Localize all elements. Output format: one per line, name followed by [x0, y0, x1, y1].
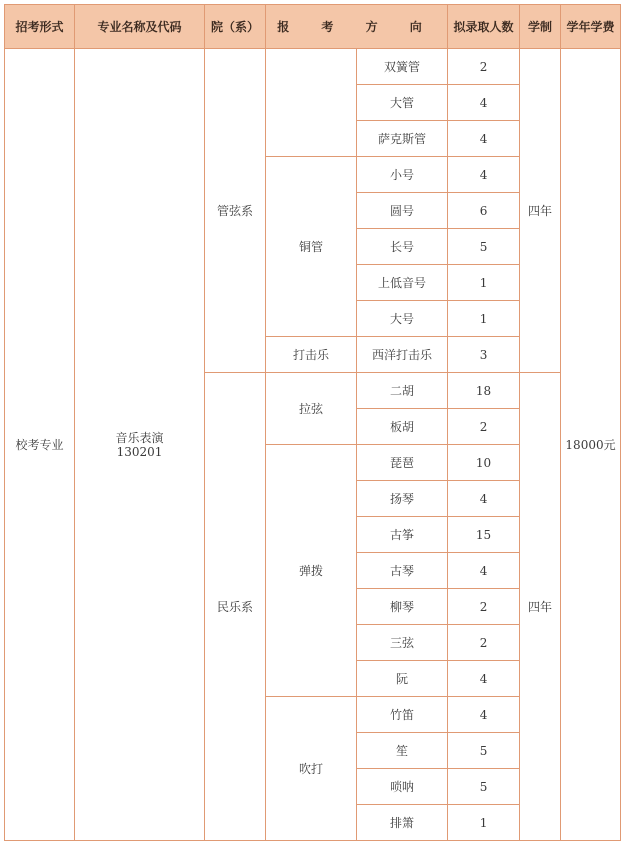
- direction-cell: 西洋打击乐: [357, 337, 448, 373]
- count-cell: 5: [448, 769, 520, 805]
- direction-cell: 古筝: [357, 517, 448, 553]
- count-cell: 15: [448, 517, 520, 553]
- direction-cell: 柳琴: [357, 589, 448, 625]
- direction-cell: 双簧管: [357, 49, 448, 85]
- direction-cell: 笙: [357, 733, 448, 769]
- count-cell: 4: [448, 697, 520, 733]
- department-cell: 管弦系: [205, 49, 266, 373]
- direction-cell: 排箫: [357, 805, 448, 841]
- direction-cell: 唢呐: [357, 769, 448, 805]
- direction-cell: 琵琶: [357, 445, 448, 481]
- count-cell: 18: [448, 373, 520, 409]
- direction-cell: 长号: [357, 229, 448, 265]
- direction-cell: 大管: [357, 85, 448, 121]
- count-cell: 1: [448, 301, 520, 337]
- major-cell: [75, 49, 205, 841]
- count-cell: 2: [448, 589, 520, 625]
- count-cell: 4: [448, 85, 520, 121]
- count-cell: 5: [448, 733, 520, 769]
- direction-cell: 三弦: [357, 625, 448, 661]
- group-cell: 拉弦: [266, 373, 357, 445]
- direction-cell: 上低音号: [357, 265, 448, 301]
- count-cell: 5: [448, 229, 520, 265]
- department-cell: 民乐系: [205, 373, 266, 841]
- count-cell: 3: [448, 337, 520, 373]
- direction-cell: 小号: [357, 157, 448, 193]
- header-tuition: 学年学费: [561, 5, 621, 49]
- duration-cell: 四年: [520, 49, 561, 373]
- direction-cell: 扬琴: [357, 481, 448, 517]
- count-cell: 4: [448, 481, 520, 517]
- tuition-cell: 18000元: [561, 49, 621, 841]
- exam-type-cell: 校考专业: [5, 49, 75, 841]
- group-cell: 铜管: [266, 157, 357, 337]
- count-cell: 2: [448, 409, 520, 445]
- count-cell: 2: [448, 49, 520, 85]
- count-cell: 4: [448, 157, 520, 193]
- direction-cell: 阮: [357, 661, 448, 697]
- count-cell: 4: [448, 553, 520, 589]
- direction-cell: 大号: [357, 301, 448, 337]
- count-cell: 1: [448, 805, 520, 841]
- count-cell: 10: [448, 445, 520, 481]
- enrollment-table: [4, 4, 621, 841]
- direction-cell: 竹笛: [357, 697, 448, 733]
- header-major: 专业名称及代码: [75, 5, 205, 49]
- header-department: 院（系）: [205, 5, 266, 49]
- direction-cell: 二胡: [357, 373, 448, 409]
- major-name: 音乐表演: [115, 430, 164, 445]
- group-cell: 打击乐: [266, 337, 357, 373]
- table-row: [5, 49, 621, 85]
- header-duration: 学制: [520, 5, 561, 49]
- header-enroll-count: 拟录取人数: [448, 5, 520, 49]
- count-cell: 4: [448, 661, 520, 697]
- group-cell: 吹打: [266, 697, 357, 841]
- header-exam-type: 招考形式: [5, 5, 75, 49]
- major-code: 130201: [116, 444, 163, 459]
- count-cell: 1: [448, 265, 520, 301]
- duration-cell: 四年: [520, 373, 561, 841]
- direction-cell: 板胡: [357, 409, 448, 445]
- direction-cell: 萨克斯管: [357, 121, 448, 157]
- group-cell: 弹拨: [266, 445, 357, 697]
- header-row: [5, 5, 621, 49]
- group-cell: [266, 49, 357, 157]
- count-cell: 6: [448, 193, 520, 229]
- header-direction: 报 考 方 向: [266, 5, 448, 49]
- count-cell: 4: [448, 121, 520, 157]
- direction-cell: 圆号: [357, 193, 448, 229]
- direction-cell: 古琴: [357, 553, 448, 589]
- count-cell: 2: [448, 625, 520, 661]
